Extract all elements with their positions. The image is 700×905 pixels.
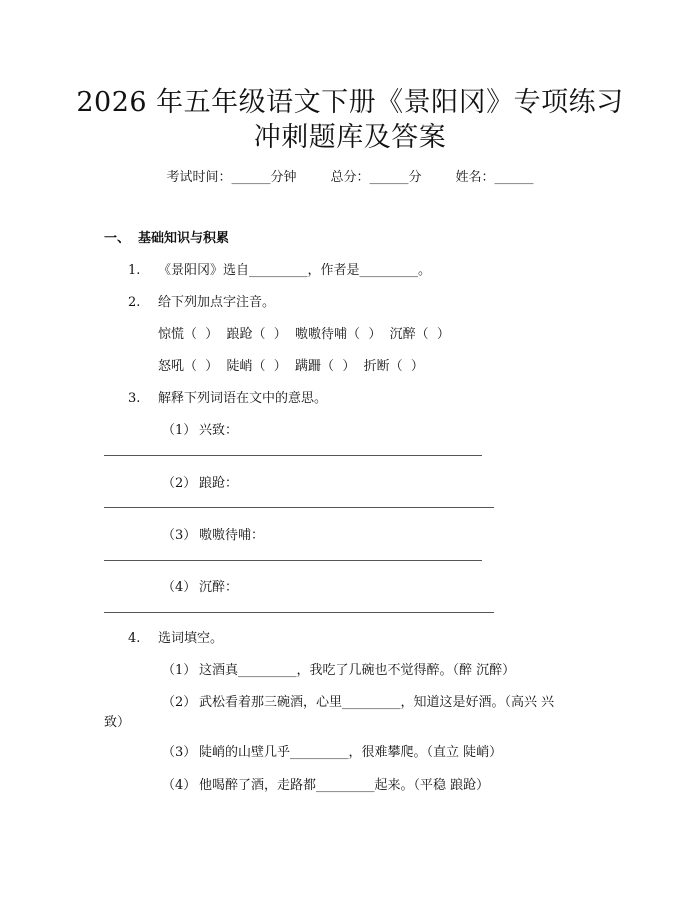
- section-heading: [104, 229, 229, 249]
- page-title-line-1: 2026 年五年级语文下册《景阳冈》专项练习: [76, 87, 624, 118]
- answer-line: [104, 560, 482, 561]
- exam-time-field: 考试时间：______分钟: [166, 170, 297, 185]
- item-number: （1）: [162, 423, 197, 438]
- question-2-number: 2.: [128, 295, 141, 310]
- pinyin-row-1: 惊慌（ ） 踉跄（ ） 嗷嗷待哺（ ） 沉醉（ ）: [158, 327, 450, 342]
- item-text: 兴致：: [199, 423, 239, 438]
- item-number: （3）: [162, 528, 197, 543]
- question-3-item-1: [162, 421, 238, 441]
- item-text: 武松看着那三碗酒，心里_________，知道这是好酒。（高兴 兴: [199, 695, 555, 710]
- exam-meta: [0, 168, 700, 188]
- question-4-item-1: [162, 661, 515, 681]
- answer-line: [104, 612, 494, 613]
- question-3-item-4: [162, 578, 238, 598]
- student-name-field: 姓名：______: [455, 170, 534, 185]
- question-3-item-2: [162, 474, 238, 494]
- item-text: 陡峭的山壁几乎_________，很难攀爬。（直立 陡峭）: [199, 745, 503, 760]
- question-2-text: 给下列加点字注音。: [158, 295, 276, 310]
- total-score-field: 总分：______分: [330, 170, 422, 185]
- question-4-item-4: [162, 776, 489, 796]
- question-4-number: 4.: [128, 631, 141, 646]
- question-4-item-2: [162, 693, 554, 713]
- item-number: （3）: [162, 745, 197, 760]
- question-4-text: 选词填空。: [158, 631, 224, 646]
- question-3-text: 解释下列词语在文中的意思。: [158, 391, 328, 406]
- item-text: 嗷嗷待哺：: [199, 528, 265, 543]
- answer-line: [104, 455, 482, 456]
- section-title: 基础知识与积累: [138, 231, 230, 246]
- question-4-item-2-continuation: 致）: [104, 715, 131, 730]
- page-title-line-2: 冲刺题库及答案: [253, 122, 447, 153]
- item-number: （4）: [162, 580, 197, 595]
- question-3-item-3: [162, 526, 264, 546]
- item-text: 他喝醉了酒，走路都_________起来。（平稳 踉跄）: [199, 778, 490, 793]
- question-1-number: 1.: [128, 263, 141, 278]
- item-text: 这酒真_________，我吃了几碗也不觉得醉。（醉 沉醉）: [199, 663, 516, 678]
- item-number: （4）: [162, 778, 197, 793]
- section-number: 一、: [104, 231, 131, 246]
- item-text: 踉跄：: [199, 476, 239, 491]
- question-3-number: 3.: [128, 391, 141, 406]
- question-1-text: 《景阳冈》选自_________，作者是_________。: [158, 263, 432, 278]
- item-number: （2）: [162, 695, 197, 710]
- pinyin-row-2: 怒吼（ ） 陡峭（ ） 蹒跚（ ） 折断（ ）: [158, 359, 424, 374]
- item-text: 沉醉：: [199, 580, 239, 595]
- answer-line: [104, 507, 494, 508]
- item-number: （1）: [162, 663, 197, 678]
- question-4-item-3: [162, 743, 502, 763]
- item-number: （2）: [162, 476, 197, 491]
